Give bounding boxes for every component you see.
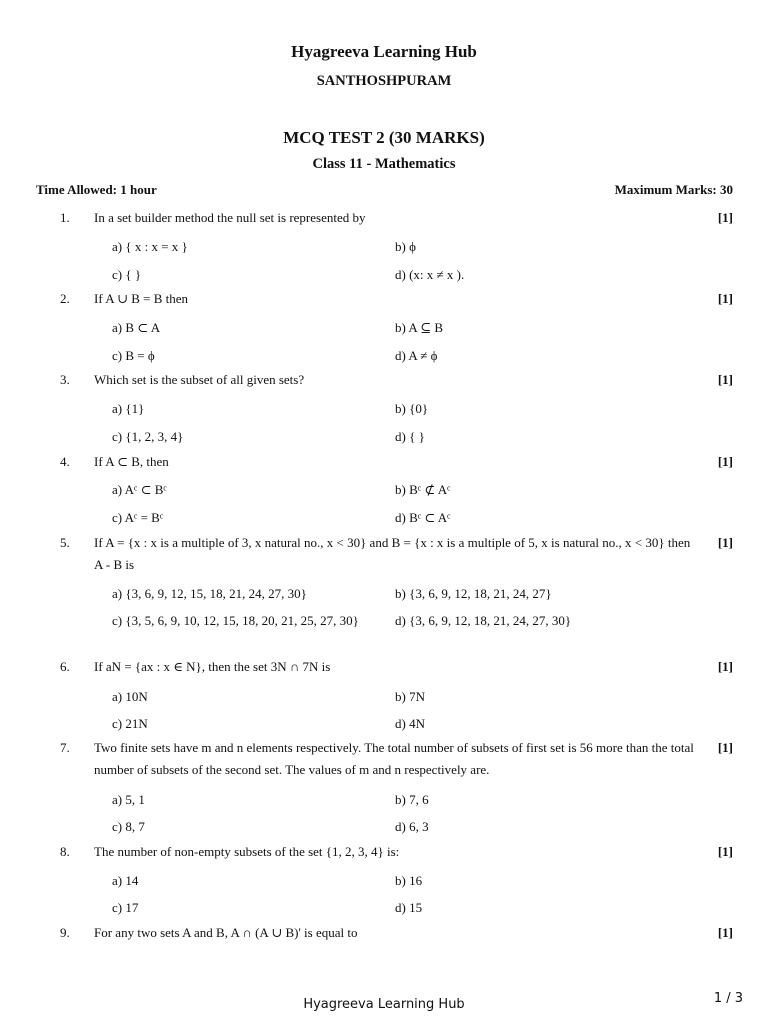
school-location: SANTHOSHPURAM bbox=[316, 73, 452, 89]
option-a: a) 10N bbox=[112, 689, 148, 704]
class-subject: Class 11 - Mathematics bbox=[312, 156, 456, 172]
question-text: If aN = {ax : x ∈ N}, then the set 3N ∩ 7N is bbox=[94, 659, 331, 674]
option-c: c) { } bbox=[112, 267, 142, 282]
question-number: 1. bbox=[60, 210, 70, 225]
option-b: b) A ⊆ B bbox=[395, 320, 444, 335]
option-b: b) {3, 6, 9, 12, 18, 21, 24, 27} bbox=[395, 586, 552, 601]
question-text: In a set builder method the null set is represented by bbox=[94, 210, 366, 225]
question-number: 4. bbox=[60, 454, 70, 469]
option-b: b) Bᶜ ⊄ Aᶜ bbox=[395, 482, 451, 497]
option-b: b) {0} bbox=[395, 401, 429, 416]
question-number: 8. bbox=[60, 844, 70, 859]
question-marks: [1] bbox=[717, 210, 733, 225]
option-d: d) {3, 6, 9, 12, 18, 21, 24, 27, 30} bbox=[395, 613, 572, 628]
question-text: If A = {x : x is a multiple of 3, x natural no., x < 30} and B = {x : x is a multiple of 5, x is natural no., x < 30} then A - B is bbox=[94, 535, 691, 572]
option-c: c) 21N bbox=[112, 716, 148, 731]
question-marks: [1] bbox=[717, 925, 733, 940]
option-c: c) 17 bbox=[112, 900, 139, 915]
test-title: MCQ TEST 2 (30 MARKS) bbox=[283, 128, 485, 147]
question-number: 2. bbox=[60, 291, 70, 306]
question-text: If A ∪ B = B then bbox=[94, 291, 189, 306]
option-b: b) ϕ bbox=[395, 239, 416, 254]
option-c: c) Aᶜ = Bᶜ bbox=[112, 510, 164, 525]
question-marks: [1] bbox=[717, 659, 733, 674]
option-d: d) 15 bbox=[395, 900, 423, 915]
option-d: d) { } bbox=[395, 429, 425, 444]
page-footer: Hyagreeva Learning Hub bbox=[303, 997, 465, 1012]
question-marks: [1] bbox=[717, 740, 733, 755]
option-a: a) 14 bbox=[112, 873, 139, 888]
question-marks: [1] bbox=[717, 372, 733, 387]
option-c: c) B = ϕ bbox=[112, 348, 155, 363]
question-marks: [1] bbox=[717, 844, 733, 859]
maximum-marks: Maximum Marks: 30 bbox=[614, 182, 733, 197]
option-b: b) 7, 6 bbox=[395, 792, 429, 807]
option-d: d) 4N bbox=[395, 716, 425, 731]
page-number: 1 / 3 bbox=[713, 991, 743, 1006]
question-marks: [1] bbox=[717, 535, 733, 550]
option-d: d) (x: x ≠ x ). bbox=[395, 267, 465, 282]
option-a: a) B ⊂ A bbox=[112, 320, 161, 335]
question-number: 6. bbox=[60, 659, 70, 674]
option-c: c) {3, 5, 6, 9, 10, 12, 15, 18, 20, 21, 25, 27, 30} bbox=[112, 613, 359, 628]
option-a: a) {3, 6, 9, 12, 15, 18, 21, 24, 27, 30} bbox=[112, 586, 307, 601]
option-c: c) {1, 2, 3, 4} bbox=[112, 429, 184, 444]
question-text: For any two sets A and B, A ∩ (A ∪ B)' is equal to bbox=[94, 925, 358, 940]
option-d: d) 6, 3 bbox=[395, 819, 429, 834]
option-a: a) {1} bbox=[112, 401, 145, 416]
question-number: 7. bbox=[60, 740, 70, 755]
question-text: If A ⊂ B, then bbox=[94, 454, 169, 469]
option-b: b) 16 bbox=[395, 873, 423, 888]
question-marks: [1] bbox=[717, 454, 733, 469]
school-name: Hyagreeva Learning Hub bbox=[291, 42, 477, 61]
question-text: Which set is the subset of all given sets? bbox=[94, 372, 305, 387]
option-c: c) 8, 7 bbox=[112, 819, 145, 834]
question-number: 9. bbox=[60, 925, 70, 940]
question-number: 3. bbox=[60, 372, 70, 387]
option-b: b) 7N bbox=[395, 689, 425, 704]
question-text: Two finite sets have m and n elements respectively. The total number of subsets of first set is 56 more than the total number of subsets of the second set. The values of m and n respectively are. bbox=[94, 740, 694, 777]
option-d: d) Bᶜ ⊂ Aᶜ bbox=[395, 510, 451, 525]
option-d: d) A ≠ ϕ bbox=[395, 348, 438, 363]
question-text: The number of non-empty subsets of the set {1, 2, 3, 4} is: bbox=[94, 844, 400, 859]
question-number: 5. bbox=[60, 535, 70, 550]
question-marks: [1] bbox=[717, 291, 733, 306]
option-a: a) 5, 1 bbox=[112, 792, 145, 807]
time-allowed: Time Allowed: 1 hour bbox=[36, 182, 157, 197]
option-a: a) { x : x = x } bbox=[112, 239, 188, 254]
option-a: a) Aᶜ ⊂ Bᶜ bbox=[112, 482, 167, 497]
